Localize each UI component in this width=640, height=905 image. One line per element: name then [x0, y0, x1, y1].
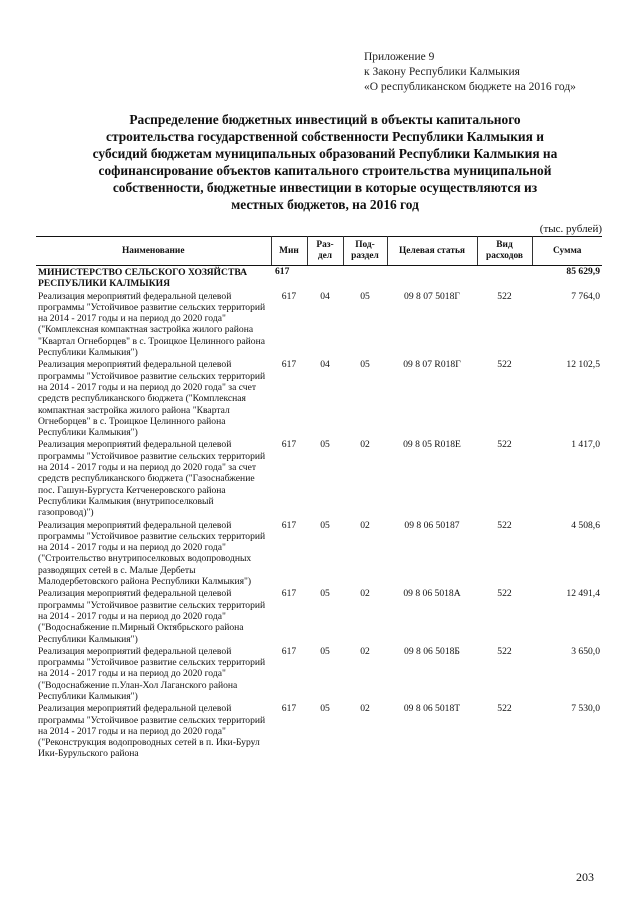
row-name: Реализация мероприятий федеральной целевой программы "Устойчивое развитие сельских территорий на 2014 - 2017 годы и на период до 2020 года" за счет средств республиканского бюджета ("Газоснабжение пос. Гашун-Бургуста Кетченеровского района Республики Калмыкия (внутрипоселковый газопровод)") [38, 439, 266, 519]
row-subsection: 05 [360, 359, 370, 371]
row-subsection: 05 [360, 290, 370, 302]
row-sum: 7 764,0 [571, 290, 600, 302]
row-expense-kind: 522 [497, 703, 512, 715]
appendix-line-1: Приложение 9 [364, 51, 435, 63]
row-ministry: 617 [281, 359, 297, 371]
row-ministry: 617 [281, 588, 297, 600]
row-sum: 12 102,5 [566, 359, 600, 371]
row-expense-kind: 522 [497, 359, 512, 371]
row-sum: 7 530,0 [571, 703, 600, 715]
table-row [36, 291, 602, 360]
row-target-article: 09 8 06 5018Б [404, 645, 460, 657]
ministry-name: МИНИСТЕРСТВО СЕЛЬСКОГО ХОЗЯЙСТВА РЕСПУБЛИКИ КАЛМЫКИЯ [38, 267, 248, 290]
row-ministry: 617 [281, 645, 297, 657]
header-section: Раз-дел [307, 237, 343, 266]
page-number: 203 [576, 870, 594, 884]
budget-table [36, 236, 602, 761]
row-expense-kind: 522 [497, 645, 512, 657]
row-section: 05 [320, 519, 330, 531]
row-expense-kind: 522 [497, 290, 512, 302]
row-sum: 3 650,0 [571, 645, 600, 657]
ministry-total-sum: 85 629,9 [566, 266, 600, 277]
header-sum: Сумма [532, 237, 602, 266]
row-section: 05 [320, 703, 330, 715]
header-target-article: Целевая статья [387, 237, 477, 266]
table-row [36, 359, 602, 439]
row-subsection: 02 [360, 645, 370, 657]
units-label: (тыс. рублей) [539, 223, 602, 235]
row-sum: 1 417,0 [571, 439, 600, 451]
row-ministry: 617 [281, 519, 297, 531]
row-ministry: 617 [281, 290, 297, 302]
row-target-article: 09 8 06 50187 [404, 519, 460, 531]
row-expense-kind: 522 [497, 519, 512, 531]
row-section: 04 [320, 290, 330, 302]
row-expense-kind: 522 [497, 439, 512, 451]
row-section: 05 [320, 645, 330, 657]
row-expense-kind: 522 [497, 588, 512, 600]
row-subsection: 02 [360, 519, 370, 531]
row-section: 05 [320, 588, 330, 600]
row-name: Реализация мероприятий федеральной целевой программы "Устойчивое развитие сельских территорий на 2014 - 2017 годы и на период до 2020 года" ("Реконструкция водопроводных сетей в п. Ики-Бурул Ики-Бурульского района [38, 703, 266, 760]
table-row [36, 646, 602, 703]
ministry-code: 617 [275, 266, 290, 277]
appendix-line-3: «О республиканском бюджете на 2016 год» [364, 81, 576, 93]
row-ministry: 617 [281, 439, 297, 451]
row-target-article: 09 8 07 5018Г [404, 290, 460, 302]
header-subsection: Под-раздел [343, 237, 387, 266]
row-target-article: 09 8 05 R018Е [403, 439, 461, 451]
row-name: Реализация мероприятий федеральной целевой программы "Устойчивое развитие сельских территорий на 2014 - 2017 годы и на период до 2020 года" ("Водоснабжение п.Мирный Октябрьского района Республики Калмыкия") [38, 588, 266, 645]
row-subsection: 02 [360, 439, 370, 451]
row-section: 05 [320, 439, 330, 451]
row-target-article: 09 8 07 R018Г [403, 359, 461, 371]
ministry-row [36, 266, 602, 291]
row-ministry: 617 [281, 703, 297, 715]
table-row [36, 520, 602, 589]
row-subsection: 02 [360, 588, 370, 600]
row-name: Реализация мероприятий федеральной целевой программы "Устойчивое развитие сельских территорий на 2014 - 2017 годы и на период до 2020 года" ("Комплексная компактная застройка жилого района "Квартал Огнеборцев" в с. Троицкое Целинного района Республики Калмыкия") [38, 290, 266, 359]
row-subsection: 02 [360, 703, 370, 715]
header-expense-kind: Вид расходов [477, 237, 532, 266]
row-section: 04 [320, 359, 330, 371]
table-row [36, 439, 602, 519]
row-target-article: 09 8 06 5018А [403, 588, 461, 600]
table-header-row [36, 237, 602, 266]
row-name: Реализация мероприятий федеральной целевой программы "Устойчивое развитие сельских территорий на 2014 - 2017 годы и на период до 2020 года" ("Строительство внутрипоселковых водопроводных разводящих сетей в с. Малые Дербеты Малодербетовского района Республики Калмыкия") [38, 519, 266, 588]
appendix-note [364, 50, 576, 95]
header-ministry: Мин [271, 237, 307, 266]
row-name: Реализация мероприятий федеральной целевой программы "Устойчивое развитие сельских территорий на 2014 - 2017 годы и на период до 2020 года" ("Водоснабжение п.Улан-Хол Лаганского района Республики Калмыкия") [38, 645, 266, 702]
appendix-line-2: к Закону Республики Калмыкия [364, 66, 520, 78]
row-sum: 4 508,6 [571, 519, 600, 531]
row-target-article: 09 8 06 5018Т [403, 703, 461, 715]
row-name: Реализация мероприятий федеральной целевой программы "Устойчивое развитие сельских территорий на 2014 - 2017 годы и на период до 2020 года" за счет средств республиканского бюджета ("Комплексная компактная застройка жилого района "Квартал Огнеборцев" в с. Троицкое Целинного района Республики Калмыкия") [38, 359, 266, 439]
document-title: Распределение бюджетных инвестиций в объекты капитального строительства государственной собственности Республики Калмыкия и субсидий бюджетам муниципальных образований Республики Калмыкия на софинансирование объектов капитального строительства муниципальной собственности, бюджетные инвестиции в которые осуществляются из местных бюджетов, на 2016 год [92, 112, 558, 213]
table-row [36, 703, 602, 760]
table-row [36, 588, 602, 645]
header-name: Наименование [36, 237, 271, 266]
row-sum: 12 491,4 [566, 588, 600, 600]
